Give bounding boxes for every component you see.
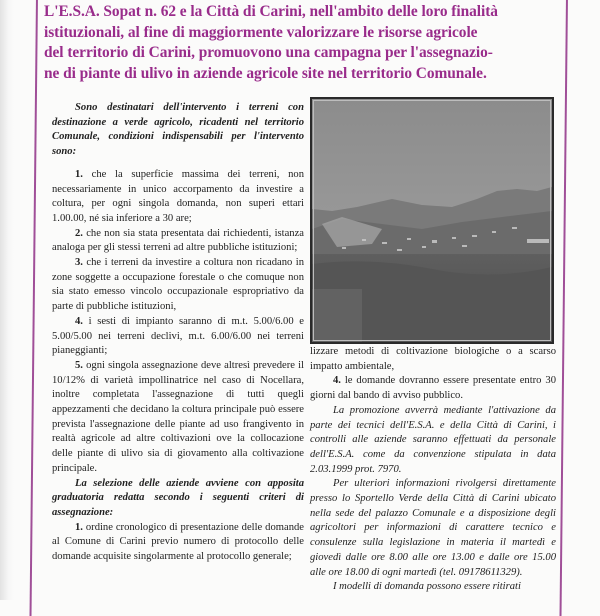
- condition-item: [52, 315, 304, 359]
- condition-item: [52, 168, 304, 227]
- condition-item: [52, 359, 304, 477]
- criterion-number: 4.: [333, 375, 341, 387]
- right-column: [310, 345, 556, 595]
- eligibility-intro: Sono destinatari dell'intervento i terreni con destinazione a verde agricolo, ricadenti nel territorio Comunale, condizioni indispensabili per l'intervento sono:: [52, 102, 304, 158]
- heading-line: ne di piante di ulivo in aziende agricole site nel territorio Comunale.: [44, 64, 487, 82]
- criterion-number: 1.: [75, 521, 83, 533]
- promotion-paragraph: La promozione avverrà mediante l'attivazione da parte dei tecnici dell'E.S.A. e della Città di Carini, i controlli alle aziende saranno effettuati da personale dell'E.S.A. come da convenzione stipulata in data 2.03.1999 prot. 7970.: [310, 404, 556, 475]
- condition-number: 2.: [75, 227, 83, 239]
- criterion-text: le domande dovranno essere presentate entro 30 giorni dal bando di avviso pubblico.: [310, 375, 556, 402]
- landscape-photo: [310, 97, 554, 344]
- condition-number: 1.: [75, 168, 83, 180]
- condition-number: 5.: [75, 359, 83, 371]
- condition-text: che non sia stata presentata dai richiedenti, istanza analoga per gli stessi terreni ad altre pubbliche istituzioni;: [52, 227, 304, 254]
- forms-paragraph: I modelli di domanda possono essere ritirati: [333, 581, 521, 593]
- left-column: [52, 101, 304, 565]
- selection-intro: La selezione delle aziende avviene con apposita graduatoria redatta secondo i seguenti criteri di assegnazione:: [52, 477, 304, 518]
- condition-item: [52, 227, 304, 256]
- condition-number: 4.: [75, 315, 83, 327]
- criterion-item: [52, 521, 304, 565]
- criterion-item: [310, 374, 556, 403]
- condition-text: ogni singola assegnazione deve altresì prevedere il 10/12% di varietà impollinatrice nel caso di Nocellara, inoltre completata l'assegnazione di tutti quegli appezzamenti che decidano la coltura principale può essere prevista l'assegnazione delle piante ad uso frangivento in realtà agricole ad altre coltivazioni ove la collocazione delle piante di ulivo sia di giovamento alla coltivazione principale.: [52, 359, 304, 474]
- criterion-continuation: lizzare metodi di coltivazione biologiche o a scarso impatto ambientale,: [310, 346, 556, 372]
- info-paragraph: Per ulteriori informazioni rivolgersi direttamente presso lo Sportello Verde della Città di Carini ubicato nella sede del palazzo Comunale e a disposizione degli agricoltori per informazioni di carattere tecnico e consulenze sulla legislazione in materia il martedì e giovedì dalle ore 8.00 alle ore 13.00 e dalle ore 15.00 alle ore 18.00 di ogni martedì (tel. 09178611329).: [310, 478, 556, 578]
- condition-number: 3.: [75, 257, 83, 269]
- condition-text: che i terreni da investire a coltura non ricadano in zone soggette a occupazione forestale o che comuque non sia stato emesso vincolo occupazionale espropriativo da parte di pubbliche istituzioni,: [52, 257, 304, 313]
- condition-text: i sesti di impianto saranno di m.t. 5.00/6.00 e 5.00/5.00 nei terreni declivi, m.t. 6.00/6.00 nei terreni pianeggianti;: [52, 315, 304, 357]
- page-edge-shadow: [0, 0, 14, 600]
- criterion-text: ordine cronologico di presentazione delle domande al Comune di Carini previo numero di protocollo delle domande acquisite singolarmente al protocollo generale;: [52, 521, 304, 563]
- heading-line: istituzionali, al fine di maggiormente valorizzare le risorse agricole: [44, 23, 478, 41]
- heading-line: L'E.S.A. Sopat n. 62 e la Città di Carini, nell'ambito delle loro finalità: [44, 3, 498, 20]
- announcement-heading: [44, 2, 556, 84]
- heading-line: del territorio di Carini, promuovono una campagna per l'assegnazio-: [44, 44, 493, 61]
- condition-item: [52, 256, 304, 315]
- condition-text: che la superficie massima dei terreni, non necessariamente in unico accorpamento da investire a coltura, per ogni singola domanda, non superi ettari 1.00.00, né sia inferiore a 30 are;: [52, 168, 304, 224]
- landscape-photo-image: [312, 99, 552, 342]
